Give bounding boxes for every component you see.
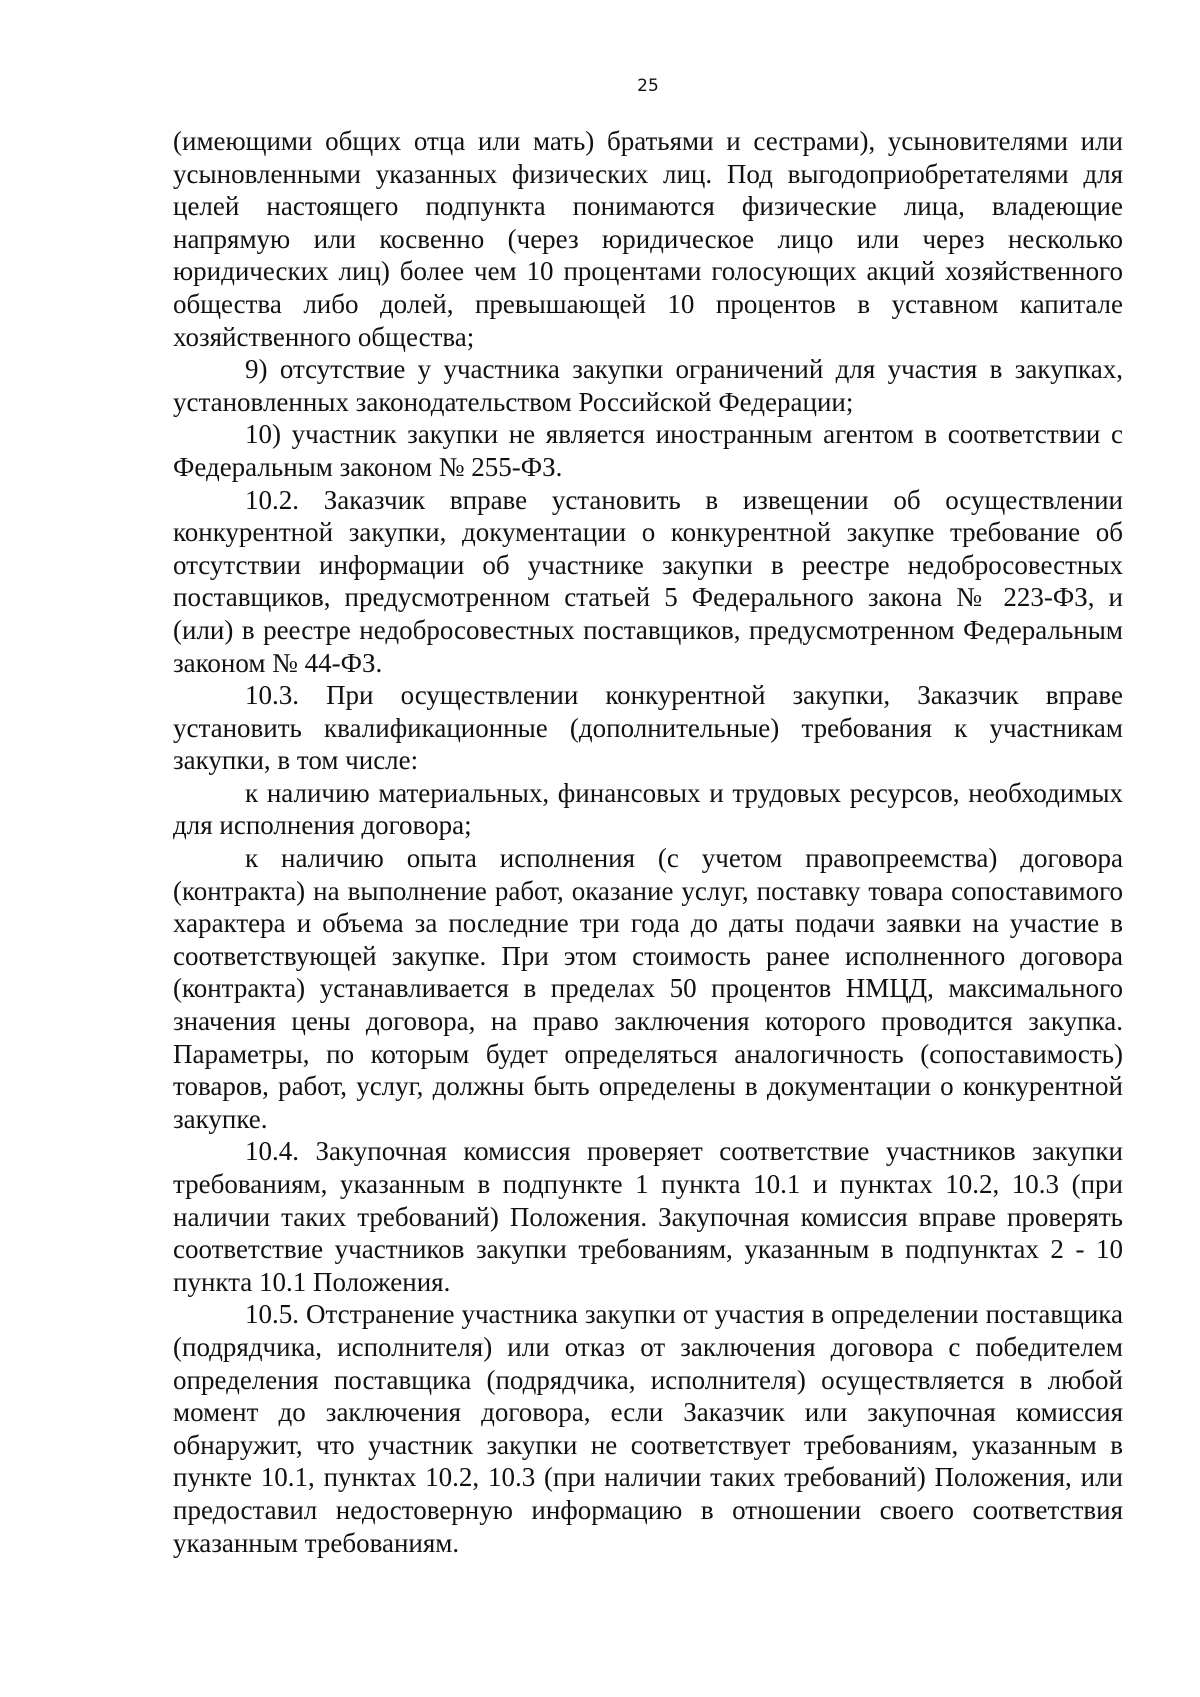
- paragraph-continuation: (имеющими общих отца или мать) братьями и сестрами), усыновителями или усыновленными указанных физических лиц. Под выгодоприобретателями для целей настоящего подпункта понимаются физические лица, владеющие напрямую или косвенно (через юридическое лицо или через несколько юридических лиц) более чем 10 процентами голосующих акций хозяйственного общества либо долей, превышающей 10 процентов в уставном капитале хозяйственного общества;: [173, 126, 1123, 352]
- paragraph-10-3: 10.3. При осуществлении конкурентной закупки, Заказчик вправе установить квалификационные (дополнительные) требования к участникам закупки, в том числе:: [173, 680, 1123, 776]
- page-number: 25: [637, 76, 659, 96]
- paragraph-item-9: 9) отсутствие у участника закупки ограничений для участия в закупках, установленных законодательством Российской Федерации;: [173, 354, 1123, 417]
- paragraph-experience-requirement: к наличию опыта исполнения (с учетом правопреемства) договора (контракта) на выполнение работ, оказание услуг, поставку товара сопоставимого характера и объема за последние три года до даты подачи заявки на участие в соответствующей закупке. При этом стоимость ранее исполненного договора (контракта) устанавливается в пределах 50 процентов НМЦД, максимального значения цены договора, на право заключения которого проводится закупка. Параметры, по которым будет определяться аналогичность (сопоставимость) товаров, работ, услуг, должны быть определены в документации о конкурентной закупке.: [173, 843, 1123, 1134]
- paragraph-resources-requirement: к наличию материальных, финансовых и трудовых ресурсов, необходимых для исполнения договора;: [173, 777, 1123, 841]
- paragraph-item-10: 10) участник закупки не является иностранным агентом в соответствии с Федеральным законом № 255-ФЗ.: [173, 419, 1123, 482]
- paragraph-10-2: 10.2. Заказчик вправе установить в извещении об осуществлении конкурентной закупки, документации о конкурентной закупке требование об отсутствии информации об участнике закупки в реестре недобросовестных поставщиков, предусмотренном статьей 5 Федерального закона № 223-ФЗ, и (или) в реестре недобросовестных поставщиков, предусмотренном Федеральным законом № 44-ФЗ.: [173, 484, 1123, 678]
- paragraph-10-5: 10.5. Отстранение участника закупки от участия в определении поставщика (подрядчика, исполнителя) или отказ от заключения договора с победителем определения поставщика (подрядчика, исполнителя) осуществляется в любой момент до заключения договора, если Заказчик или закупочная комиссия обнаружит, что участник закупки не соответствует требованиям, указанным в пункте 10.1, пунктах 10.2, 10.3 (при наличии таких требований) Положения, или предоставил недостоверную информацию в отношении своего соответствия указанным требованиям.: [173, 1299, 1123, 1558]
- paragraph-10-4: 10.4. Закупочная комиссия проверяет соответствие участников закупки требованиям, указанным в подпункте 1 пункта 10.1 и пунктах 10.2, 10.3 (при наличии таких требований) Положения. Закупочная комиссия вправе проверять соответствие участников закупки требованиям, указанным в подпунктах 2 - 10 пункта 10.1 Положения.: [173, 1136, 1123, 1297]
- document-body: [173, 125, 1123, 1559]
